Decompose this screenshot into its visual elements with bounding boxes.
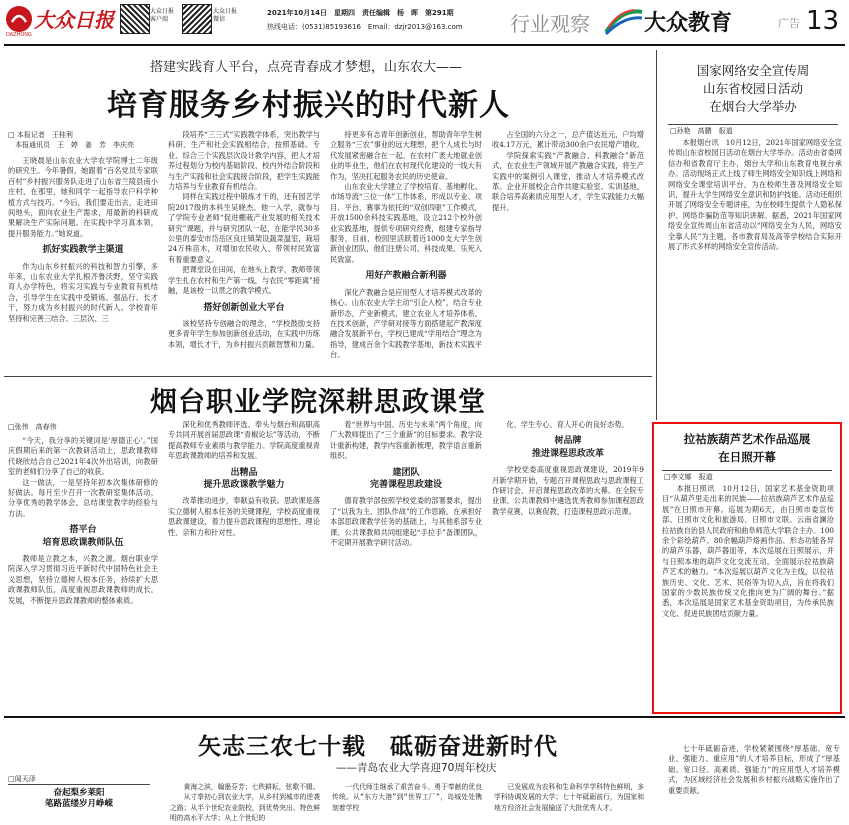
subheading: 完善课程思政建设 [369,480,442,491]
sidebar-1-headline: 国家网络安全宣传周 山东省校园日活动 在烟台大学举办 [696,63,810,114]
sidebar-2 [652,422,842,714]
paragraph: 同样在实践过程中锻炼才干的，还有园艺学院2017级的本科生吴晓杰。他一入学，就参与了学院专业老师“促进棚栽产业发展的相关技术研究”课题，并与研究团队一起，在能学民30多公里的泰安市岱岳区良庄镇架设蔬菜温室，栽培24万株苗木，对增加农民收入、带领村民致富有着重要意义。 [168,192,320,264]
ad-label: 广告 [778,17,800,30]
paragraph: 着“世界与中国、历史与未来”两个角度，向广大教师提出了“三个重新”的目标要求。教学设计重新构建，教学内容重新梳理，教学语言重新组织。 [330,420,482,461]
article-3 [0,718,849,823]
article-2-col-1 [8,436,158,714]
article-1-col-3 [330,130,482,376]
paragraph: 从寸拳初心到农业大学，从乡村到城市的逆袭之路；从半个世纪农业院校，到优势突出、特色鲜明的高水平大学；从上个世纪的 [170,793,320,823]
paragraph: 把课堂设在田间，在地头上教学，教师带领学生扎在农村和生产第一线，与农民“零距离”接触，是该校一以贯之的教学模式。 [168,265,320,296]
newspaper-logo [4,2,114,40]
article-2-col-4 [492,420,644,714]
paragraph: 段培养“三三式”实践教学体系，突出教学与科研、生产和社会实践相结合，按照基础、专业、综合三个实践层次设计教学内容，把人才培养过程划分为校内基础阶段、校内外结合阶段和与生产实践和社会实践接合阶段，把学生实践能力培养与专业教育有机结合。 [168,130,320,192]
paragraph: 德育教学部按照学校党委的部署要求，提出了“以我为主、团队作战”的工作思路，在承担好本部思政课教学任务的基础上，与其他系部专业课、公共课教师共同组建起“手拉手”备课团队，不定期开展教学研讨活动。 [330,496,482,548]
paragraph: 黄海之滨，翰墨芬芳；七秩耕耘，弦歌不辍。 [183,783,320,791]
subheading: 抓好实践教学主渠道 [42,245,124,256]
paragraph: 持更多有志青年创新创业，帮助青年学生树立服务“三农”事业的远大理想，把个人成长与时代发展紧密融合在一起。在农村广袤大地就业创业的毕业生，他们在农村现代化建设的一线大有作为，坚决扛起服务农民的历史使命。 [330,130,482,181]
article-2-col-2 [168,420,320,714]
subheading: 搭好创新创业大平台 [203,302,285,313]
paragraph: 本报日照讯 10月12日，国家艺术基金资助项目“从葫芦里走出来的民族——拉祜族葫芦艺术作品巡展”在日照市开幕。巡展为期6天，由日照市委宣传部、日照市文化和旅游局、日照市文联、云南省澜沧拉祜族自治县人民政府和曲阜师范大学联合主办。100余个彩绘葫芦、80余幅葫芦烙画作品、形态功能各异的葫芦乐器，葫芦器皿等，本次巡展在日照展示，并与日照本地的葫芦文化交流互动，全面展示拉祜族葫芦艺术的魅力。“本次巡展以葫芦文化为主线，以拉祜族历史、文化、艺术、民俗等为切入点，旨在将我们国家的少数民族传统文化推向更为广阔的舞台。”据悉，本次巡展是国家艺术基金资助项目，为传承民族文化、促进民族团结贡献力量。 [662,484,834,618]
logo-text: 大众日报 [34,8,114,32]
hotline: 热线电话：(0531)85193616 Email：dzjr2013@163.com [267,23,463,31]
article-1-byline: □ 本报记者 王桂利 本报通讯员 王 婷 姜 芳 李庆亮 [8,131,134,149]
paragraph: 七十年砥砺奋进，学校紧紧围绕“厚基础、宽专业、强能力、重应用”的人才培养目标，形成了“厚基础、宽口径、高素质、强能力”的应用型人才培养模式，为区域经济社会发展和乡村振兴战略实施作出了重要贡献。 [668,744,840,795]
subheading: 建团队 [392,467,420,478]
paragraph: 学校党委高度重视思政课建设，2019年9月新学期开始，专题召开课程思政与思政课程工作研讨会，开启课程思政改革的大幕。在全院专业课、公共课教师中遴选优秀教师参加课程思政教学竞赛，以赛促教，打造课程思政示范课。 [492,465,644,516]
article-3-headline: 矢志三农七十载 砥砺奋进新时代 [198,734,558,760]
paragraph: 深化和优秀教师评选、奉头与烟台和高职高专共同开展首届思政课“青椒论坛”等活动，不断提高教师专业素质与教学能力。学院高度重视青年思政课教师的培养和发展。 [168,420,320,461]
paragraph: 占全国的六分之一，总产值达近元，户均增收4.17万元，累计带动300余户农民增产增收。 [492,130,644,150]
intro-box-title: 奋起梨乡莱阳 笔路蓝缕岁月峥嵘 [44,788,113,809]
article-3-intro-box [8,784,150,825]
subheading: 提升思政课教学魅力 [203,480,285,491]
paragraph: 已发展成为农科和生命科学学科特色鲜明，多学科协调发展的大学；七十年砥砺前行，为国家和地方经济社会发展输送了大批优秀人才。 [494,783,644,812]
article-1 [0,46,652,376]
paragraph: 教师是立教之本，兴教之源。烟台职业学院深入学习贯彻习近平新时代中国特色社会主义思想，坚持立德树人根本任务，持续扩大思政课教师队伍，高度重视思政课教师的成长，发展，不断提升思政课教师的整体素质。 [8,554,158,605]
paragraph: 一代代师生继承了艰苦奋斗、勇于奉献的优良传统。从“东方大港”到“世界工厂”，岛城处处镌刻着学校 [332,783,482,812]
paragraph: 深化产教融合是应用型人才培养模式改革的核心。山东农业大学主动“引企入校”，结合专业新形态，产业新模式，建立农业人才培养体系，在技术创新，产学研对接等方面搭建起产教深度融合发展新平台，学校已建成“学用结合”理念为指导，建成百余个实践教学基地，新技术实践平台。 [330,287,482,360]
article-3-poem-col-1 [170,782,320,823]
paragraph: 改革推动进步，奉献益有收获。思政课是落实立德树人根本任务的关键课程，学校高度重视思政课建设，着力提升思政课程的思想性、理论性、亲和力和针对性。 [168,496,320,537]
issue-date: 2021年10月14日 星期四 责任编辑 杨 晖 第291期 [267,9,454,17]
brand-name: 大众教育 [644,11,733,36]
paragraph: 该校坚持专创融合的理念，“学校鼓励支持更多青年学生参加创新创业活动，在实践中历练本领，增长才干，为乡村振兴贡献智慧和力量。 [168,318,320,349]
section-rule [4,376,652,377]
subheading: 出精品 [230,467,258,478]
article-3-poem-col-2 [332,782,482,812]
sidebar-2-byline: □李文娜 报道 [664,473,713,481]
paragraph: “今天，我分享的关键词是‘厚德正心’。”国庆假期后来的第一次教研活动上，思政课教师代晓欣结合自己2021年4次外出培训，向教研室的老师们分享了自己的收获。 [8,436,158,477]
article-1-kicker: 搭建实践育人平台，点亮青春成才梦想，山东农大—— [150,60,463,75]
article-3-byline: □闻天泽 [8,775,36,783]
paragraph: 化、学生专心、育人开心的良好态势。 [506,420,629,429]
article-2-col-3 [330,420,482,714]
article-1-col-1 [8,156,158,376]
paragraph: 山东农业大学建立了学校培育、基地孵化、市场导流“三位一体”工作体系，形成以专业、项目、平台、赛事为依托的“双创四驱”工作模式，开放1500余科技实践基地，设立212个校外创业实践基地，提供专项研究经费，组建专家指导服务，目前，校园里活跃着近1000支大学生创新创业团队，他们注册公司、科技成果、乐死入民致富。 [330,182,482,264]
article-1-col-4 [492,130,644,376]
paragraph: 这一做法，一是坚持年初本次集体研修的好做法。每月至少召开一次教研室集体活动，分享优秀的教学体会，总结课堂教学的经验与方法。 [8,477,158,518]
article-2-headline: 烟台职业学院深耕思政课堂 [150,387,486,418]
article-1-col-2 [168,130,320,376]
paragraph: 王晓晨是山东农业大学农学院博士二年级的研究生。今年暑假，她跟着“百名党员专家联百村”乡村振兴服务队走进了山东省兰陵县南小庄村，在那里，她和同学一起指导农户科学种植方式与技巧。“今后，我们要走出去，走进田间地头，面向农业生产需求，用最新的科研成果解决生产实际问题。在实践中学习真本领，提升服务能力。”她说道。 [8,156,158,238]
article-3-poem-col-3 [494,782,644,812]
qr-code-wechat[interactable] [182,4,212,34]
section-label: 行业观察 [510,12,590,36]
paragraph: 学院探索实践“产教融合、科教融合”新范式，在农业生产领域开展产教融合实践，将生产实践中的案例引入课堂，推动人才培养模式改革。企业开展校企合作共建实验室、实训基地，联合培养高素质应用型人才，学生实践能力大幅提升。 [492,150,644,212]
article-2-byline: □张伟 高春伟 [8,423,57,431]
article-1-headline: 培育服务乡村振兴的时代新人 [107,88,510,123]
logo-emblem-icon [4,4,34,34]
sidebar-2-headline: 拉祜族葫芦艺术作品巡展 在日照开幕 [683,432,811,464]
paragraph: 作为山东乡村振兴的科技和智力引擎，多年来，山东农业大学扎根齐鲁沃野，坚守实践育人办学特色，将实习实践与专业教育有机结合，引导学生在实践中受锻炼、强品行、长才干，努力成为乡村振兴的时代新人。学校青年坚持和完善三结合、三层次、三 [8,261,158,323]
column-divider [656,50,657,420]
subheading: 推进课程思政改革 [531,448,604,459]
sidebar-1-body [668,138,842,418]
sidebar-2-body [662,484,834,710]
sidebar-1-rule [668,124,838,125]
article-2 [0,378,652,716]
masthead [0,0,849,44]
subheading: 培育思政课教师队伍 [42,537,124,548]
paragraph: 本报烟台讯 10月12日，2021年国家网络安全宣传周山东省校园日活动在烟台大学举办。活动由省委网信办和省教育厅主办，烟台大学和山东教育电视台承办。活动现场正式上线了师生网络安全知识线上网络和网络安全课堂培训平台，为在校师生普及网络安全知识，提升大学生网络安全意识和防护技能。活动还组织开展了网络安全专题讲座，为在校师生提供个人隐私保护、网络诈骗防范等知识讲解。据悉，2021年国家网络安全宣传周山东省活动以“网络安全为人民，网络安全靠人民”为主题，各市教育局及高等学校结合实际开展了形式多样的网络安全宣传活动。 [668,138,842,252]
sidebar-1 [660,50,846,420]
subheading: 搭平台 [69,525,97,536]
brand-swoosh-icon [604,6,644,36]
sidebar-2-rule [662,470,832,471]
logo-subtext: DAZHONG [6,32,32,38]
client-label: 大众日报 客户端 [150,8,175,23]
qr-code-client[interactable] [120,4,150,34]
article-3-subhead: ——青岛农业大学喜迎70周年校庆 [336,762,497,774]
subheading: 用好产教融合新利器 [365,271,447,282]
subheading: 树品牌 [554,436,582,447]
sidebar-1-byline: □孙艳 高鹏 报道 [670,127,733,135]
article-3-right-col [668,744,840,812]
page-number: 13 [806,6,840,36]
wechat-label: 大众日报 微信 [213,8,238,23]
